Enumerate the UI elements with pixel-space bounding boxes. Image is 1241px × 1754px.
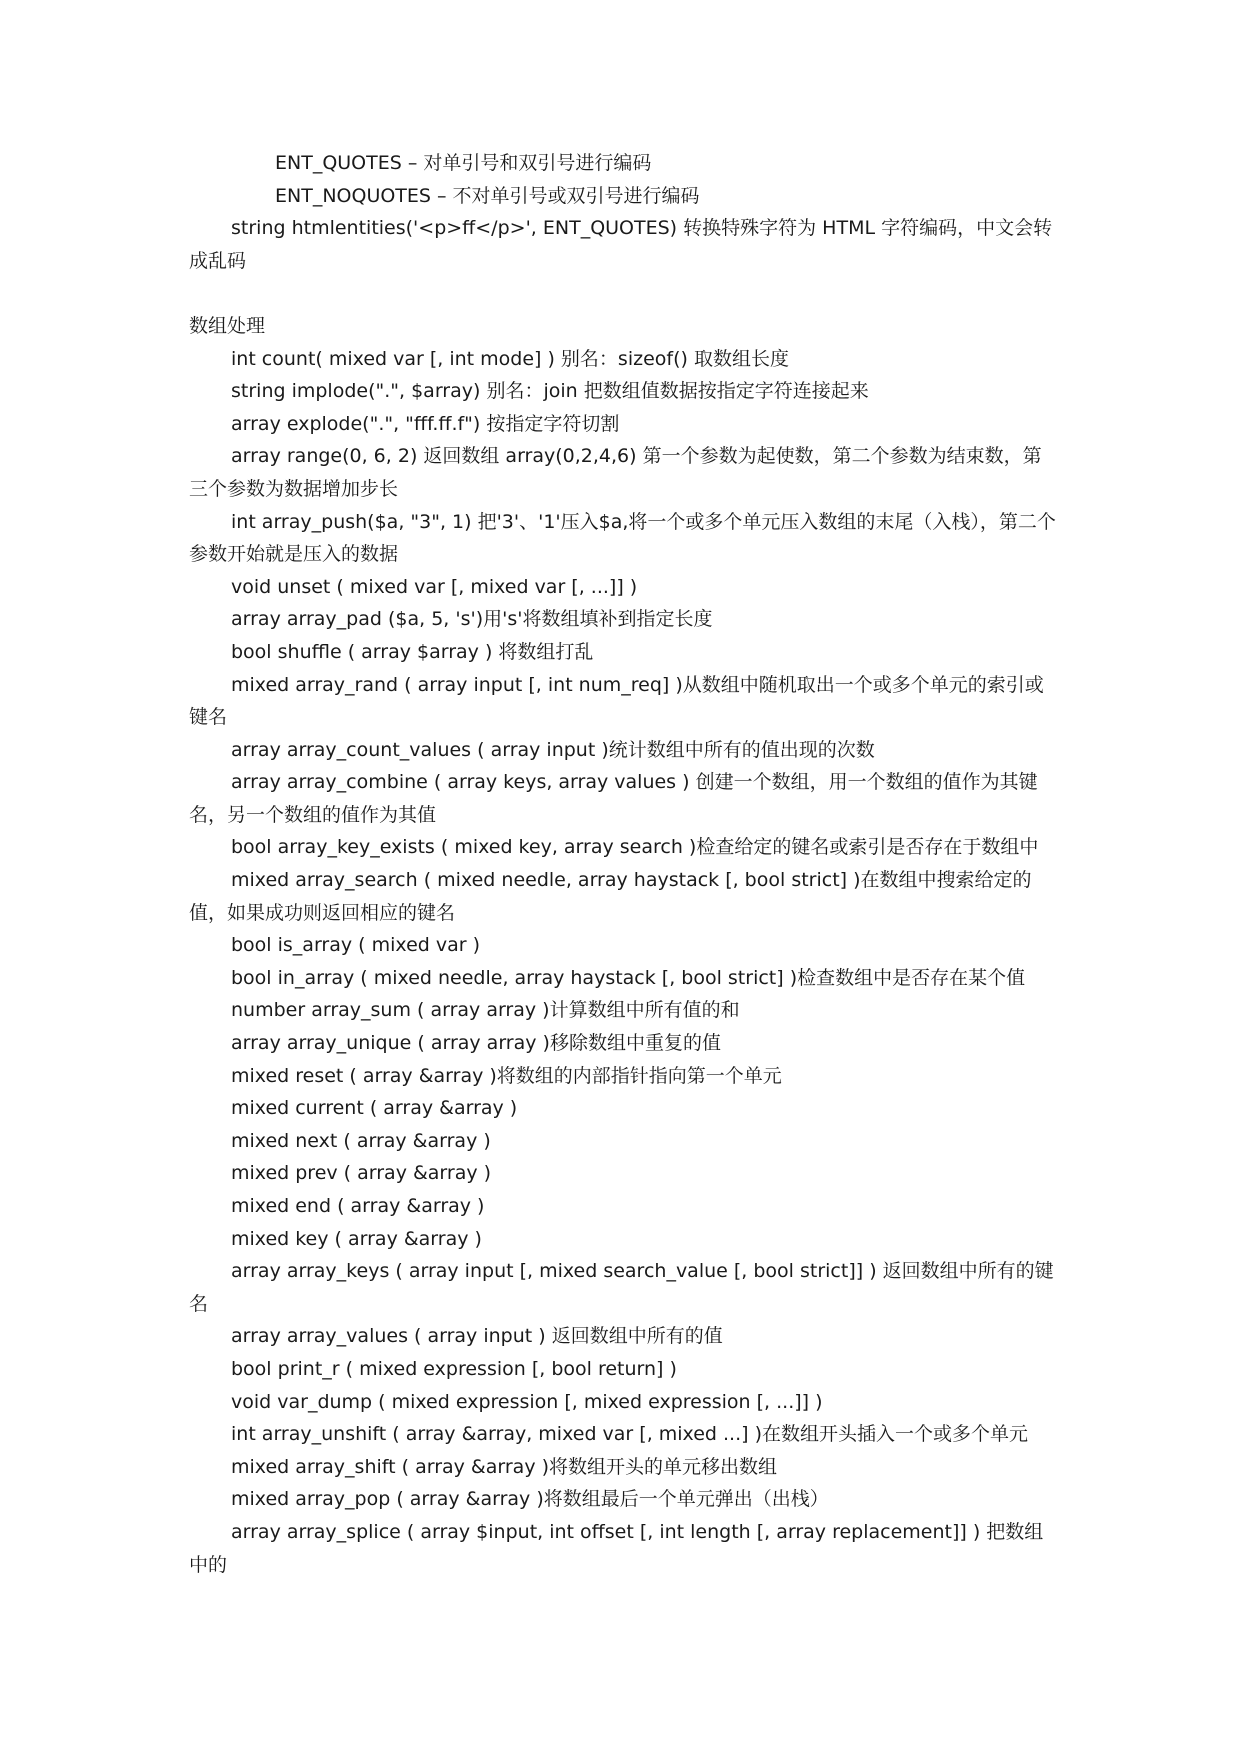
blank-line	[189, 277, 1059, 310]
text-line: mixed end ( array &array )	[231, 1195, 485, 1217]
text-line: bool print_r ( mixed expression [, bool return] )	[231, 1357, 677, 1380]
text-line: mixed array_search ( mixed needle, array haystack [, bool strict] )在数组中搜索给定的值，如果成功则返回相应的键名	[189, 869, 1032, 924]
text-line: array array_unique ( array array )移除数组中重复的值	[231, 1032, 721, 1055]
text-line: mixed reset ( array &array )将数组的内部指针指向第一个单元	[231, 1064, 782, 1087]
text-line: bool is_array ( mixed var )	[231, 934, 481, 957]
section-heading: 数组处理	[189, 314, 266, 337]
text-line: array array_values ( array input ) 返回数组中所有的值	[231, 1325, 723, 1348]
text-line: void unset ( mixed var [, mixed var [, ...]] )	[231, 575, 638, 598]
text-line: array array_pad ($a, 5, 's')用's'将数组填补到指定长度	[231, 608, 713, 631]
document-body	[189, 147, 1059, 1581]
text-line: void var_dump ( mixed expression [, mixed expression [, ...]] )	[231, 1390, 823, 1413]
text-line: string implode(".", $array) 别名：join 把数组值数据按指定字符连接起来	[231, 380, 869, 403]
text-line: mixed key ( array &array )	[231, 1227, 482, 1250]
text-line: mixed array_shift ( array &array )将数组开头的单元移出数组	[231, 1455, 778, 1478]
text-line: mixed next ( array &array )	[231, 1129, 491, 1152]
text-line: int array_push($a, "3", 1) 把'3'、'1'压入$a,将一个或多个单元压入数组的末尾（入栈），第二个参数开始就是压入的数据	[189, 510, 1056, 566]
text-line: mixed array_pop ( array &array )将数组最后一个单元弹出（出栈）	[231, 1488, 829, 1511]
text-line: mixed current ( array &array )	[231, 1097, 518, 1120]
text-line: array range(0, 6, 2) 返回数组 array(0,2,4,6) 第一个参数为起使数，第二个参数为结束数，第三个参数为数据增加步长	[189, 445, 1042, 500]
text-line: ENT_QUOTES – 对单引号和双引号进行编码	[275, 152, 652, 174]
text-line: bool array_key_exists ( mixed key, array search )检查给定的键名或索引是否存在于数组中	[231, 836, 1039, 859]
text-line: array array_keys ( array input [, mixed search_value [, bool strict]] ) 返回数组中所有的键名	[189, 1260, 1054, 1315]
text-line: array array_combine ( array keys, array values ) 创建一个数组，用一个数组的值作为其键名，另一个数组的值作为其值	[189, 771, 1038, 826]
text-line: mixed array_rand ( array input [, int num_req] )从数组中随机取出一个或多个单元的索引或键名	[189, 673, 1044, 729]
text-line: int count( mixed var [, int mode] ) 别名：sizeof() 取数组长度	[231, 347, 789, 370]
text-line: array array_splice ( array $input, int offset [, int length [, array replacement]] ) 把数组中的	[189, 1520, 1044, 1576]
text-line: ENT_NOQUOTES – 不对单引号或双引号进行编码	[275, 184, 700, 207]
text-line: number array_sum ( array array )计算数组中所有值的和	[231, 999, 740, 1022]
text-line: array array_count_values ( array input )统计数组中所有的值出现的次数	[231, 738, 875, 761]
text-line: mixed prev ( array &array )	[231, 1162, 492, 1185]
text-line: string htmlentities('<p>ff</p>', ENT_QUOTES) 转换特殊字符为 HTML 字符编码，中文会转成乱码	[189, 217, 1053, 272]
text-line: array explode(".", "fff.ff.f") 按指定字符切割	[231, 412, 620, 435]
text-line: bool shuffle ( array $array ) 将数组打乱	[231, 640, 594, 663]
text-line: bool in_array ( mixed needle, array haystack [, bool strict] )检查数组中是否存在某个值	[231, 966, 1026, 989]
text-line: int array_unshift ( array &array, mixed var [, mixed ...] )在数组开头插入一个或多个单元	[231, 1423, 1028, 1446]
